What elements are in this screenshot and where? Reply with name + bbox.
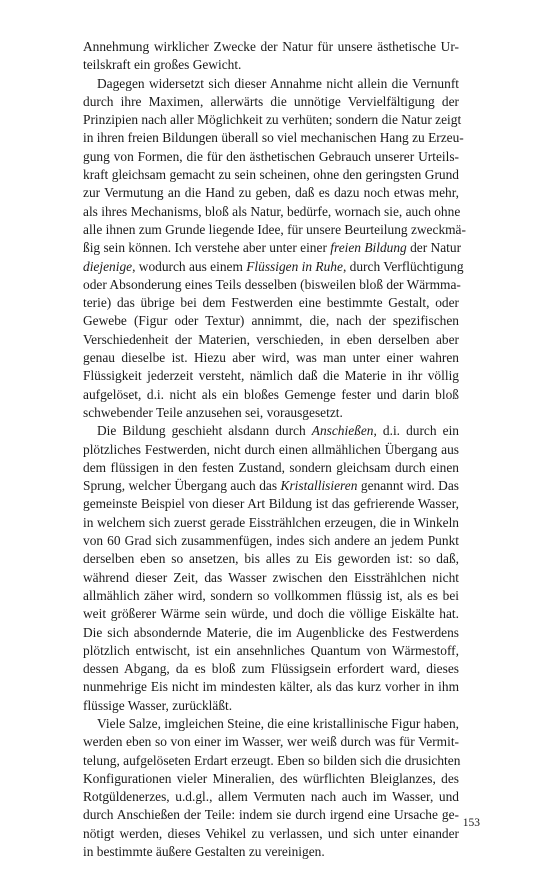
text-segment: , d.i. durch ein [373,423,459,439]
text-line: nötigt werden, dieses Vehikel zu verlassen, und sich unter einander [83,825,459,841]
text-line: dessen Abgang, da es bloß zum Flüssigsein erfordert ward, dieses [83,661,459,677]
text-line: während dieser Zeit, das Wasser zwischen den Eisstrählchen nicht [83,569,459,585]
text-line: oder Absonderung eines Teils desselben (bisweilen bloß der Wärmma- [83,276,461,292]
emphasis: Anschießen [311,423,374,439]
text-line: durch Anschießen der Teile: indem sie durch irgend eine Ursache ge- [83,807,459,823]
text-line: flüssige Wasser, zurückläßt. [83,697,233,713]
text-segment: genannt wird. Das [357,478,459,494]
text-line: Die sich absondernde Materie, die im Augenblicke des Festwerdens [83,624,459,640]
emphasis: diejenige [83,258,133,274]
text-line: derselben eben so ansetzen, bis alles zu Eis geworden ist: so daß, [83,551,459,567]
paragraph-start-line: Dagegen widersetzt sich dieser Annahme nicht allein die Vernunft [97,75,459,91]
text-line [83,258,464,276]
text-line: dem flüssigen in den festen Zustand, sondern gleichsam durch einen [83,459,459,475]
text-line: Gewebe (Figur oder Textur) annimmt, die, nach der spezifischen [83,313,459,329]
text-line: zur Vermutung an die Hand zu geben, daß es dazu noch etwas mehr, [83,185,459,201]
text-line: in ihren freien Bildungen überall so viel mechanischen Hang zu Erzeu- [83,130,464,146]
text-line: Flüssigkeit jederzeit versteht, nämlich daß die Materie in ihr völlig [83,368,459,384]
text-segment: , durch Verflüchtigung [342,258,464,274]
paragraph-start-line: Viele Salze, imgleichen Steine, die eine kristallinische Figur haben, [97,715,459,731]
text-line: kraft gleichsam gemacht zu sein scheinen, ohne den geringsten Grund [83,167,459,183]
text-line: von 60 Grad sich zusammenfügen, indes sich andere an jedem Punkt [83,533,459,549]
text-line: werden eben so von einer im Wasser, wer weiß durch was für Vermit- [83,734,459,750]
text-line: Konfigurationen vieler Mineralien, des würflichten Bleiglanzes, des [83,770,459,786]
text-line: durch ihre Maximen, allerwärts die unnötige Vervielfältigung der [83,93,459,109]
emphasis: Flüssigen in Ruhe [246,258,343,274]
text-line: allmählich zäher wird, sondern so vollkommen flüssig ist, als es bei [83,587,459,603]
text-line: in welchem sich zuerst gerade Eisstrählchen erzeugen, die in Winkeln [83,514,459,530]
text-line: gemeinste Beispiel von dieser Art Bildung ist das gefrierende Wasser, [83,496,459,512]
text-line: nunmehrige Eis nicht im mindesten kälter, als das kurz vorher in ihm [83,679,459,695]
text-line: aufgelöset, d.i. nicht als ein bloßes Gemenge fester und darin bloß [83,386,459,402]
emphasis: Kristallisieren [280,478,358,494]
page-body [83,38,466,861]
text-line [83,477,459,495]
paragraph-start-line [83,422,459,440]
text-line [83,239,462,257]
text-line: teilskraft ein großes Gewicht. [83,57,242,73]
text-line: genau dieselbe ist. Hiezu aber wird, was man unter einer wahren [83,350,459,366]
text-line: terie) das übrige bei dem Festwerden eine bestimmte Gestalt, oder [83,295,459,311]
text-line: in bestimmte äußere Gestalten zu vereinigen. [83,844,325,860]
text-line: Verschiedenheit der Materien, verschieden, in eben derselben aber [83,331,459,347]
text-segment: , wodurch aus einem [132,258,247,274]
text-segment: der Natur [406,240,462,256]
text-line: weit größerer Wärme sein würde, und doch die völlige Eiskälte hat. [83,606,459,622]
text-line: plötzlich entwischt, ist ein ansehnliches Quantum von Wärmestoff, [83,642,459,658]
text-segment: Sprung, welcher Übergang auch das [83,478,281,494]
text-line: Rotgüldenerzes, u.d.gl., allem Vermuten nach auch im Wasser, und [83,789,459,805]
text-segment: Die Bildung geschieht alsdann durch [97,423,312,439]
text-line: gung von Formen, die für den ästhetischen Gebrauch unserer Urteils- [83,148,459,164]
text-line: schwebender Teile anzusehen sei, vorausgesetzt. [83,404,343,420]
emphasis: freien Bildung [330,240,407,256]
text-line: als ihres Mechanisms, bloß als Natur, bedürfe, wornach sie, auch ohne [83,203,461,219]
text-line: alle ihnen zum Grunde liegende Idee, für unsere Beurteilung zweckmä- [83,221,466,237]
page-number: 153 [462,817,480,829]
text-line: plötzliches Festwerden, nicht durch einen allmählichen Übergang aus [83,441,459,457]
text-segment: ßig sein können. Ich verstehe aber unter einer [83,240,331,256]
text-line: Prinzipien nach aller Möglichkeit zu verhüten; sondern die Natur zeigt [83,112,462,128]
text-line: telung, aufgelöseten Erdart erzeugt. Eben so bilden sich die drusichten [83,752,461,768]
text-line: Annehmung wirklicher Zwecke der Natur für unsere ästhetische Ur- [83,39,459,54]
